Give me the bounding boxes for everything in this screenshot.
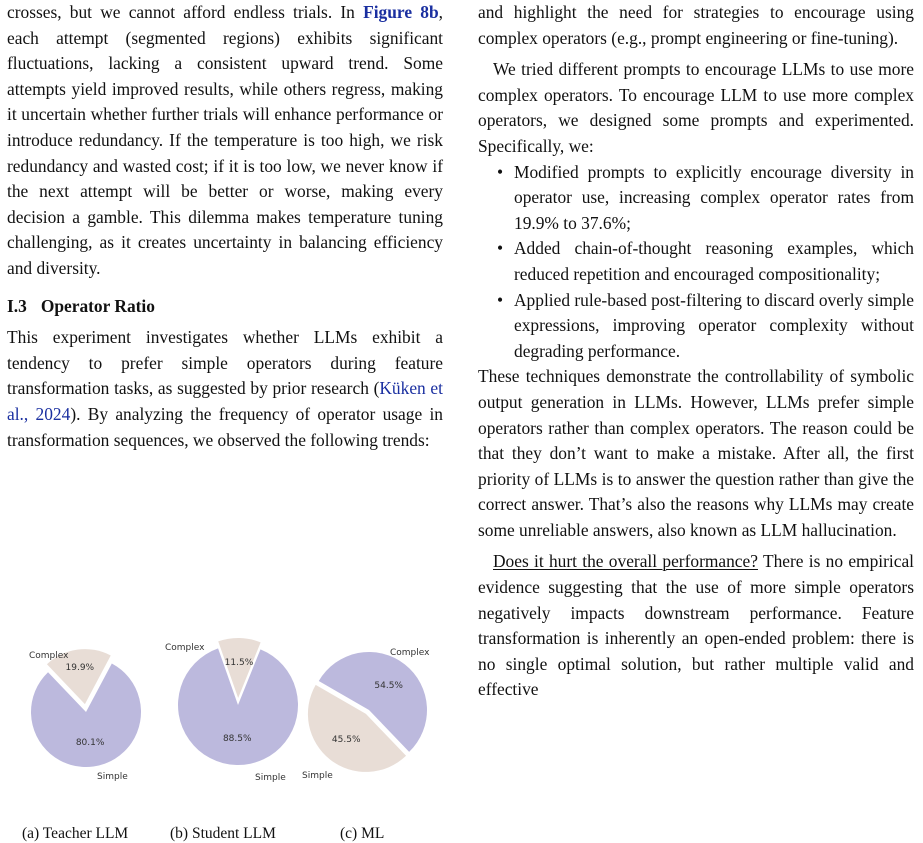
list-item: • Applied rule-based post-filtering to discard overly simple expressions, improving operator complexity without degrading performance. — [514, 288, 914, 365]
caption-student: (b) Student LLM — [170, 825, 276, 842]
pie-category-label: Simple — [97, 772, 128, 782]
text: There is no empirical evidence suggesting that the use of more simple operators negatively impacts downstream performance. Feature transformation is inherently an open-ended problem: there is no single optimal solution, but rather multiple valid and effective — [478, 551, 915, 700]
text: ). By analyzing the frequency of operator usage in transformation sequences, we observed the following trends: — [7, 403, 443, 450]
pie-percent-label: 88.5% — [222, 733, 252, 744]
section-heading — [7, 294, 443, 320]
right-column — [478, 0, 914, 703]
pie-category-label: Complex — [390, 648, 430, 658]
paragraph-operator-ratio — [7, 325, 443, 453]
caption-teacher: (a) Teacher LLM — [22, 825, 129, 842]
pie-percent-label: 54.5% — [374, 680, 403, 691]
pie-percent-label: 45.5% — [331, 735, 361, 746]
section-title: Operator Ratio — [40, 295, 155, 316]
caption-ml: (c) ML — [340, 825, 385, 842]
text: This experiment investigates whether LLMs exhibit a tendency to prefer simple operators during feature transformation tasks, as suggested by prior research ( — [7, 327, 443, 399]
question-underlined: Does it hurt the overall performance? — [493, 551, 758, 572]
paragraph-strategies: and highlight the need for strategies to encourage using complex operators (e.g., prompt engineering or fine-tuning). — [478, 2, 914, 48]
pie-percent-label: 11.5% — [224, 658, 254, 669]
citation-link[interactable]: Küken et al., 2024 — [7, 378, 443, 424]
section-number: I.3 — [7, 295, 27, 316]
pie-charts-svg — [0, 560, 470, 810]
paragraph-performance — [478, 549, 914, 703]
pie-category-label: Simple — [255, 773, 286, 783]
technique-list — [478, 160, 914, 365]
left-column — [7, 0, 443, 453]
paragraph-controllability: These techniques demonstrate the controllability of symbolic output generation in LLMs. However, LLMs prefer simple operators rather than complex operators. The reason could be that they don’t want to make a mistake. After all, the first priority of LLMs is to answer the question rather than give the correct answer. That’s also the reasons why LLMs may create some unreliable answers, also known as LLM hallucination. — [478, 366, 914, 540]
paragraph-temperature — [7, 0, 443, 282]
pie-percent-label: 80.1% — [75, 737, 105, 748]
text: crosses, but we cannot afford endless trials. In — [7, 2, 364, 22]
list-item: • Added chain-of-thought reasoning examples, which reduced repetition and encouraged compositionality; — [514, 236, 914, 287]
pie-category-label: Complex — [29, 651, 69, 661]
figure-pie-charts — [0, 560, 470, 842]
pie-category-label: Complex — [165, 643, 205, 653]
text: , each attempt (segmented regions) exhibits significant fluctuations, lacking a consistent upward trend. Some attempts yield improved results, while others regress, making it uncertain whether further trials will enhance performance or introduce redundancy. If the temperature is too high, we risk redundancy and wasted cost; if it is too low, we never know if the next attempt will be better or worse, making every decision a gamble. This dilemma makes temperature tuning challenging, as it creates uncertainty in balancing efficiency and diversity. — [7, 2, 443, 278]
figure-link[interactable]: Figure 8b — [363, 2, 439, 22]
paragraph-prompts: We tried different prompts to encourage LLMs to use more complex operators. To encourage LLM to use more complex operators, we designed some prompts and experimented. Specifically, we: — [478, 59, 914, 156]
list-item: • Modified prompts to explicitly encourage diversity in operator use, increasing complex operator rates from 19.9% to 37.6%; — [514, 160, 914, 237]
pie-percent-label: 19.9% — [65, 663, 95, 674]
pie-category-label: Simple — [302, 771, 333, 781]
